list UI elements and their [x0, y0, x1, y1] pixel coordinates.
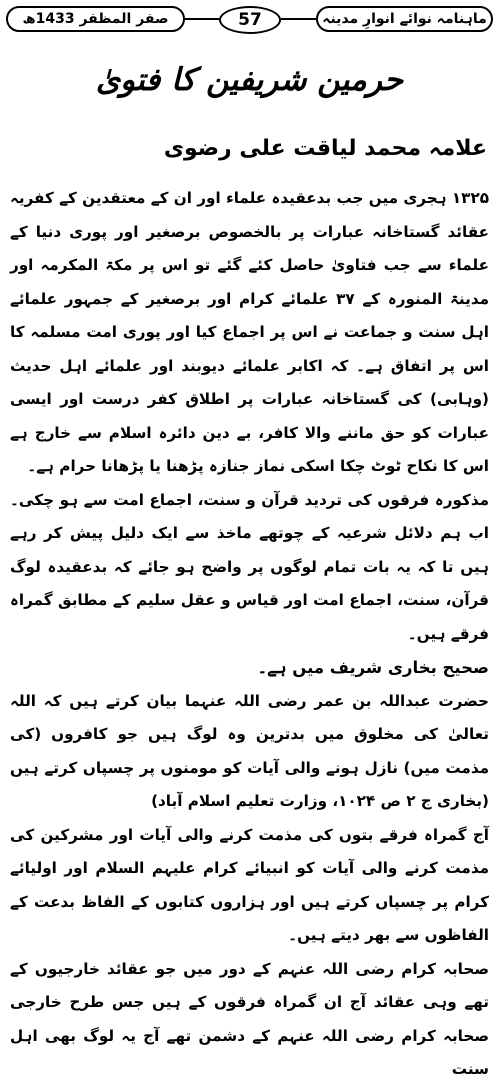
body-paragraph: ۱۳۲۵ ہجری میں جب بدعقیدہ علماء اور ان کے معتقدین کے کفریہ عقائد گستاخانہ عبارات پر بالخصوص برصغیر اور پوری دنیا کے علماء سے جب فتاویٰ حاصل کئے گئے تو اس پر مکۃ المکرمہ اور مدینۃ المنورہ کے ۳۷ علمائے کرام اور برصغیر کے جمہور علمائے اہل سنت و جماعت نے اس پر اجماع کیا اور پوری امت مسلمہ کا اس پر اتفاق ہے۔ کہ اکابر علمائے دیوبند اور علمائے اہل حدیث (وہابی) کی گستاخانہ عبارات پر اطلاق کفر درست اور ایسی عبارات کو حق ماننے والا کافر، بے دین دائرہ اسلام سے خارج ہے اس کا نکاح ٹوٹ چکا اسکی نماز جنازہ پڑھنا یا پڑھانا حرام ہے۔: [10, 189, 489, 475]
article-body: [10, 182, 489, 1078]
issue-date-label: صفر المظفر 1433ھ: [6, 6, 185, 32]
body-paragraph: آج گمراہ فرقے بتوں کی مذمت کرنے والی آیات اور مشرکین کی مذمت کرنے والی آیات کو انبیائے کرام علیہم السلام اور اولیائے کرام پر چسپاں کرتے ہیں اور ہزاروں کتابوں کے الفاظ بدعت کے الفاظوں سے بھر دیتے ہیں۔: [10, 825, 489, 944]
header-rule-left: [185, 18, 219, 20]
body-paragraph: حضرت عبداللہ بن عمر رضی اللہ عنہما بیان کرتے ہیں کہ اللہ تعالیٰ کی مخلوق میں بدترین وہ لوگ ہیں جو کافروں (کی مذمت میں) نازل ہونے والی آیات کو مومنوں پر چسپاں کرتے ہیں (بخاری ج ۲ ص ۱۰۲۴، وزارت تعلیم اسلام آباد): [10, 691, 489, 810]
section-subheading: صحیح بخاری شریف میں ہے۔: [257, 658, 489, 677]
body-paragraph: مذکورہ فرقوں کی تردید قرآن و سنت، اجماع امت سے ہو چکی۔ اب ہم دلائل شرعیہ کے چوتھے ماخذ سے ایک دلیل پیش کر رہے ہیں تا کہ یہ بات تمام لوگوں پر واضح ہو جائے کہ بدعقیدہ لوگ قرآن، سنت، اجماع امت اور قیاس و عقل سلیم کے مطابق گمراہ فرقے ہیں۔: [10, 490, 489, 643]
article-title: حرمین شریفین کا فتویٰ: [95, 62, 404, 98]
author-name: علامہ محمد لیاقت علی رضوی: [163, 136, 487, 161]
header-rule-right: [281, 18, 316, 20]
page-number: 57: [219, 6, 281, 34]
magazine-name-label: ماہنامہ نوائے انوارِ مدینہ: [316, 6, 493, 32]
body-paragraph: صحابہ کرام رضی اللہ عنہم کے دور میں جو عقائد خارجیوں کے تھے وہی عقائد آج ان گمراہ فرقوں کے ہیں جس طرح خارجی صحابہ کرام رضی اللہ عنہم کے دشمن تھے آج یہ لوگ بھی اہل سنت: [10, 959, 489, 1078]
